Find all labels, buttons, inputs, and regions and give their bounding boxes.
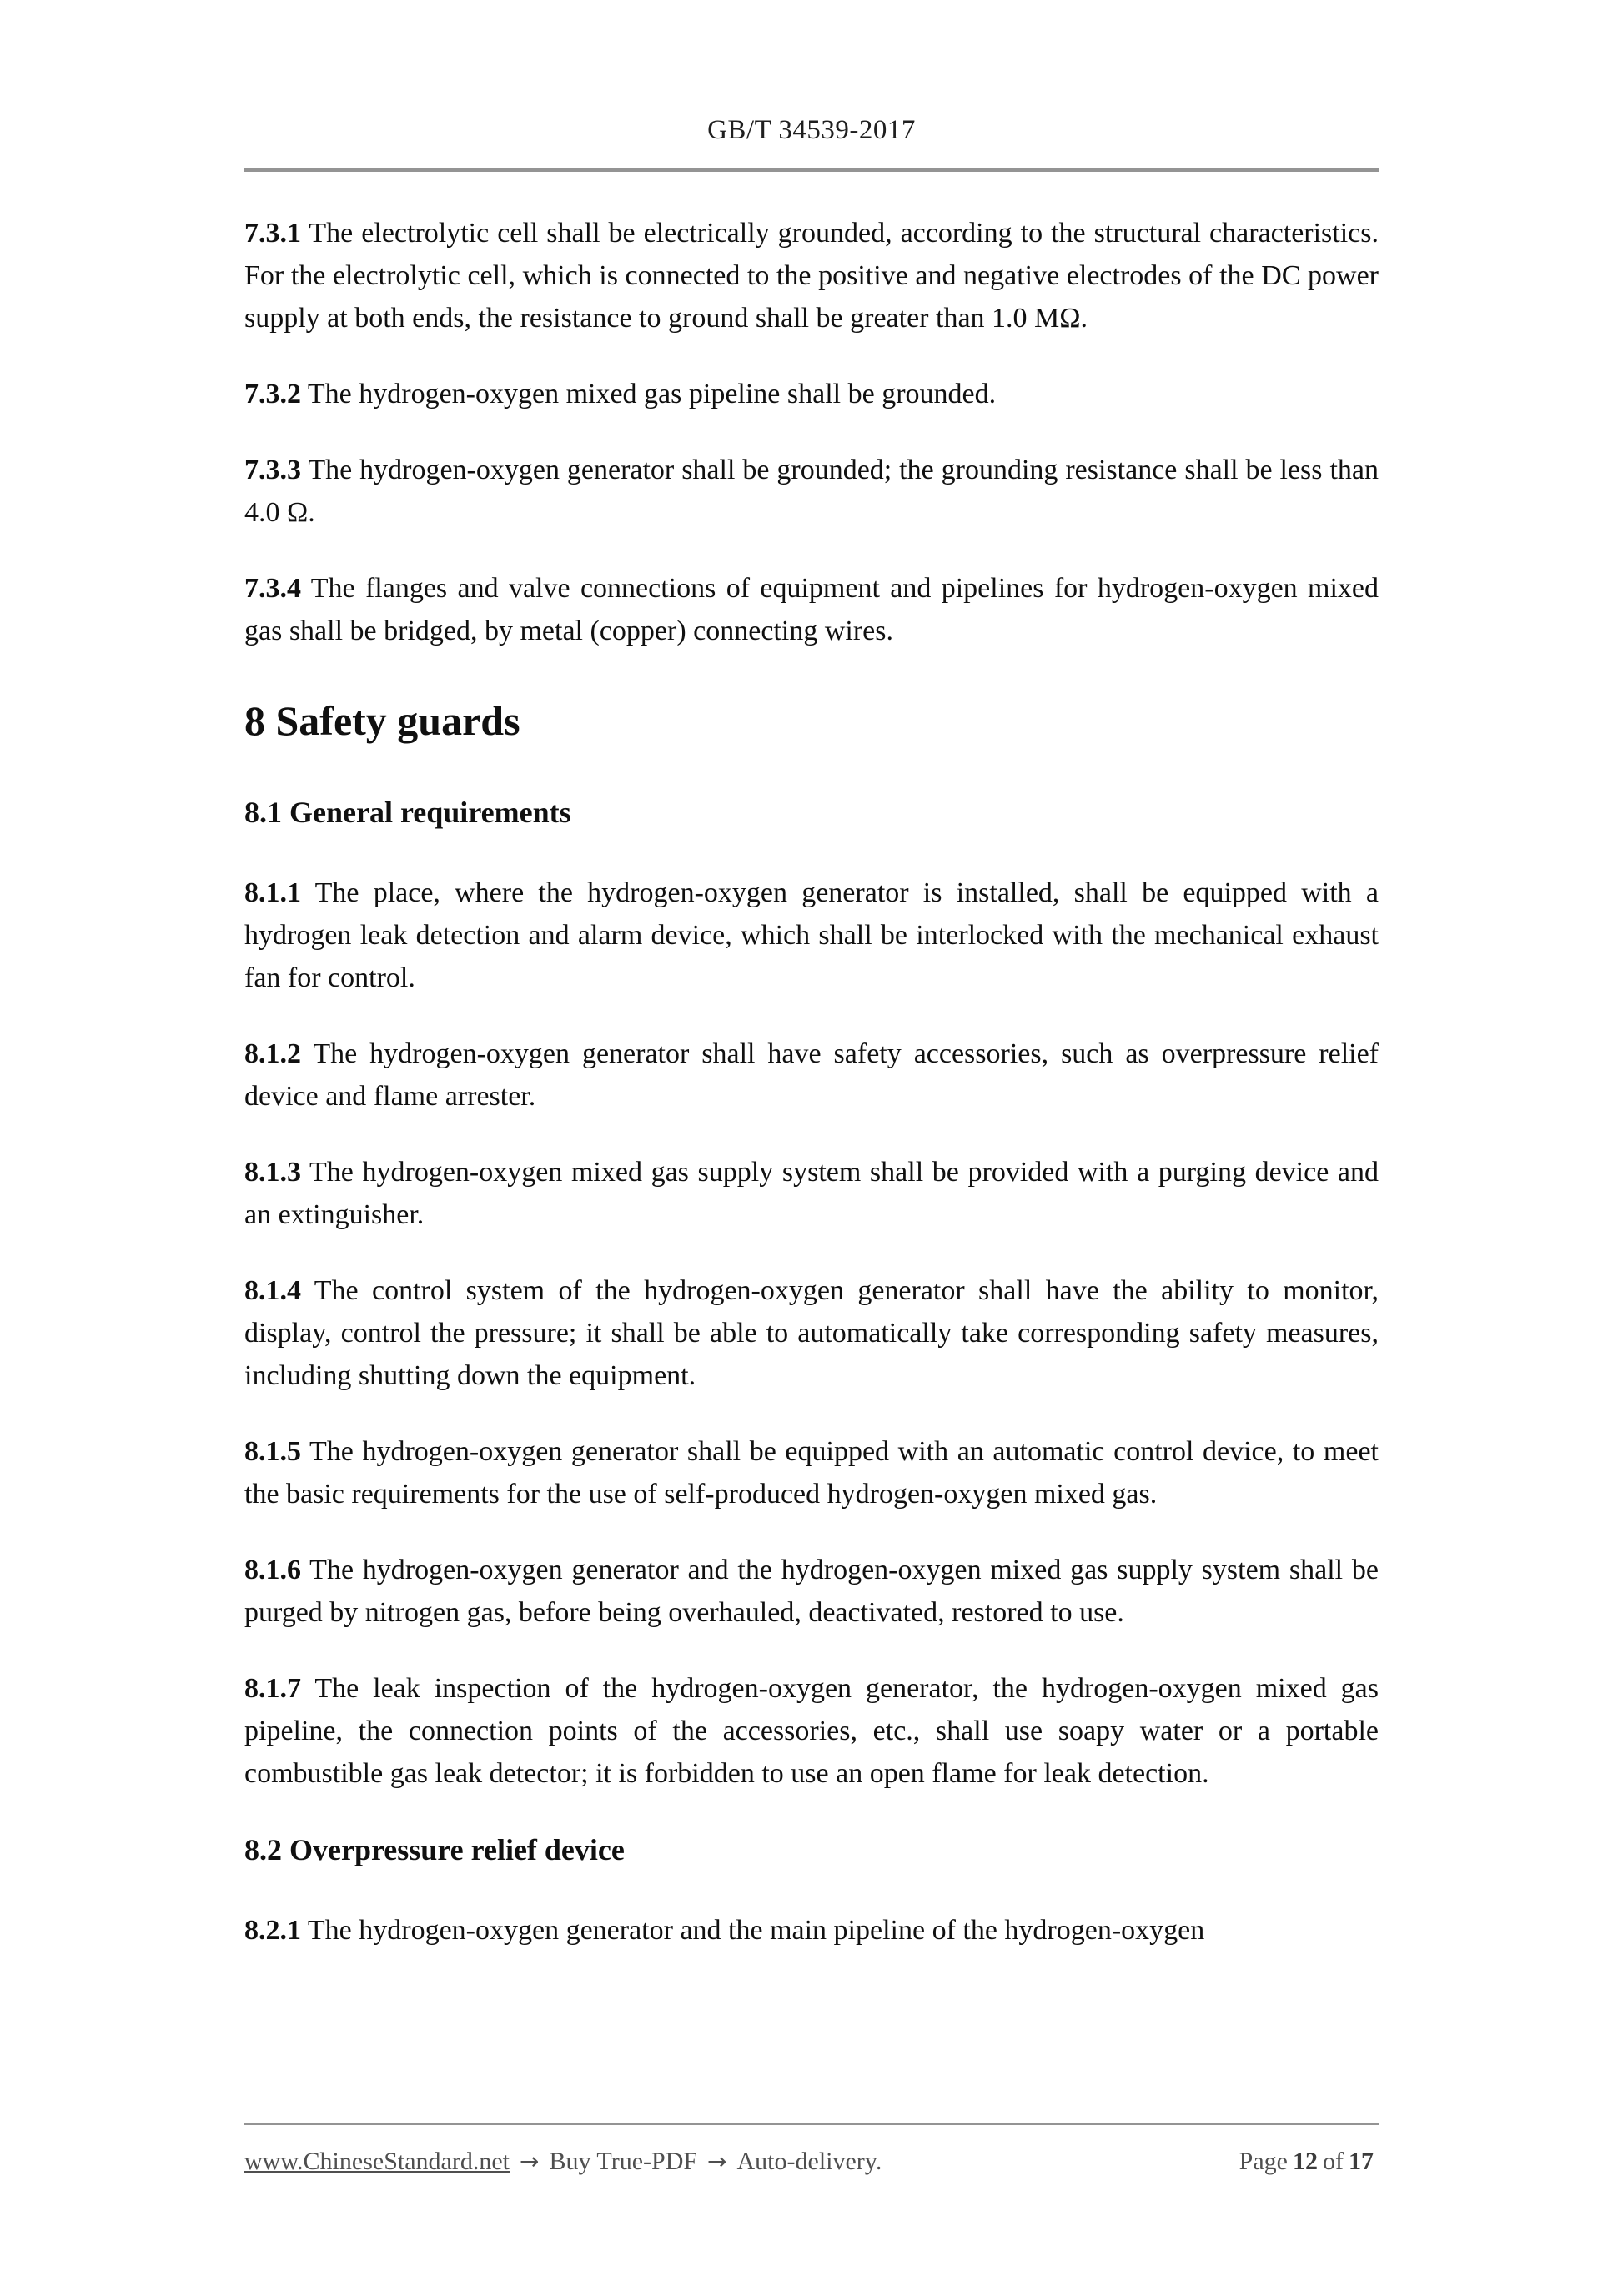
page-label: Page (1239, 2148, 1288, 2175)
clause-number: 7.3.4 (244, 573, 301, 604)
document-number-header: GB/T 34539-2017 (707, 115, 916, 145)
clause-number: 8.1.2 (244, 1038, 301, 1069)
clause-text: The hydrogen-oxygen generator shall have safety accessories, such as overpressure relief device and flame arrester. (244, 1038, 1379, 1112)
clause-number: 7.3.2 (244, 379, 301, 409)
footer-action-delivery: Auto-delivery. (736, 2148, 882, 2175)
clause-8-1-5 (244, 1430, 1379, 1515)
clause-text: The control system of the hydrogen-oxygen generator shall have the ability to monitor, display, control the pressure; it shall be able to automatically take corresponding safety measures, including shutting down the equipment. (244, 1275, 1379, 1391)
clause-number: 8.1.1 (244, 877, 301, 908)
clause-number: 8.1.7 (244, 1673, 301, 1704)
clause-text: The hydrogen-oxygen generator and the main pipeline of the hydrogen-oxygen (307, 1915, 1205, 1946)
clause-8-2-1 (244, 1909, 1379, 1952)
clause-number: 8.2.1 (244, 1915, 301, 1946)
clause-number: 8.1.5 (244, 1436, 301, 1467)
footer-promo (244, 2145, 882, 2178)
clause-7-3-1 (244, 212, 1379, 339)
clause-8-1-4 (244, 1269, 1379, 1397)
of-label: of (1323, 2148, 1344, 2175)
clause-text: The place, where the hydrogen-oxygen generator is installed, shall be equipped with a hydrogen leak detection and alarm device, which shall be interlocked with the mechanical exhaust fan for control. (244, 877, 1379, 993)
clause-text: The leak inspection of the hydrogen-oxygen generator, the hydrogen-oxygen mixed gas pipeline, the connection points of the accessories, etc., shall use soapy water or a portable combustible gas leak detector; it is forbidden to use an open flame for leak detection. (244, 1673, 1379, 1789)
clause-text: The hydrogen-oxygen generator and the hydrogen-oxygen mixed gas supply system shall be purged by nitrogen gas, before being overhauled, deactivated, restored to use. (244, 1555, 1379, 1628)
clause-text: The hydrogen-oxygen mixed gas supply system shall be provided with a purging device and an extinguisher. (244, 1157, 1379, 1230)
clause-text: The electrolytic cell shall be electrically grounded, according to the structural characteristics. For the electrolytic cell, which is connected to the positive and negative electrodes of the DC power supply at both ends, the resistance to ground shall be greater than 1.0 MΩ. (244, 218, 1379, 334)
clause-number: 8.1.4 (244, 1275, 301, 1306)
clause-8-1-6 (244, 1549, 1379, 1634)
clause-text: The flanges and valve connections of equipment and pipelines for hydrogen-oxygen mixed gas shall be bridged, by metal (copper) connecting wires. (244, 573, 1379, 646)
site-link[interactable]: www.ChineseStandard.net (244, 2148, 510, 2175)
header-divider (244, 168, 1379, 172)
section-8-heading: 8 Safety guards (244, 697, 520, 744)
clause-8-1-1 (244, 872, 1379, 999)
clause-number: 8.1.6 (244, 1555, 301, 1585)
page-indicator (1239, 2145, 1379, 2178)
page-current: 12 (1293, 2148, 1318, 2175)
clause-number: 7.3.3 (244, 455, 301, 485)
clause-8-1-7 (244, 1667, 1379, 1795)
footer-divider (244, 2123, 1379, 2125)
clause-7-3-4 (244, 567, 1379, 652)
clause-text: The hydrogen-oxygen mixed gas pipeline shall be grounded. (307, 379, 997, 409)
clause-8-1-3 (244, 1151, 1379, 1236)
page-footer (244, 2145, 1379, 2178)
clause-text: The hydrogen-oxygen generator shall be grounded; the grounding resistance shall be less than 4.0 Ω. (244, 455, 1379, 528)
arrow-right-icon: → (707, 2148, 727, 2175)
section-8-2-heading: 8.2 Overpressure relief device (244, 1833, 625, 1866)
clause-number: 7.3.1 (244, 218, 301, 249)
clause-7-3-3 (244, 449, 1379, 534)
footer-action-buy: Buy True-PDF (549, 2148, 698, 2175)
clause-text: The hydrogen-oxygen generator shall be equipped with an automatic control device, to meet the basic requirements for the use of self-produced hydrogen-oxygen mixed gas. (244, 1436, 1379, 1510)
section-8-1-heading: 8.1 General requirements (244, 796, 571, 829)
clause-7-3-2 (244, 373, 1379, 415)
arrow-right-icon: → (520, 2148, 540, 2175)
page-total: 17 (1349, 2148, 1374, 2175)
clause-number: 8.1.3 (244, 1157, 301, 1188)
clause-8-1-2 (244, 1032, 1379, 1118)
